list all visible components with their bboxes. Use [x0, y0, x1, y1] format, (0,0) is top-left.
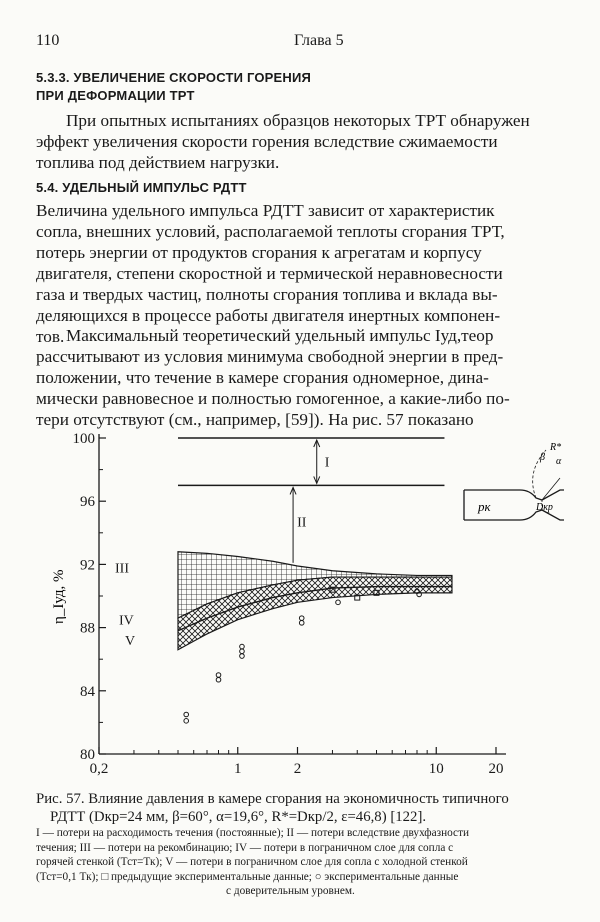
text-line: эффект увеличения скорости горения вследствие сжимаемости: [36, 132, 498, 151]
paragraph-deformation: [36, 110, 566, 173]
x-tick-label: 1: [233, 761, 242, 777]
experimental-point: [299, 621, 304, 626]
region-label: V: [125, 633, 136, 649]
y-tick-label: 96: [80, 494, 95, 511]
y-tick-label: 80: [80, 747, 95, 763]
text-line: Максимальный теоретический удельный импульс Iуд,теор: [66, 326, 494, 345]
chapter-title: Глава 5: [294, 32, 344, 49]
text-line: тери отсутствуют (см., например, [59]). На рис. 57 показано: [36, 410, 474, 429]
region-label: IV: [119, 613, 134, 629]
figure-caption: [36, 790, 568, 826]
legend-line: горячей стенкой (Тст=Тк); V — потери в пограничном слое для сопла с холодной стенкой: [36, 856, 468, 868]
running-header: [36, 32, 564, 54]
x-tick-label: 10: [428, 761, 444, 777]
region-label: II: [297, 515, 307, 531]
caption-line: РДТТ (Dкр=24 мм, β=60°, α=19,6°, R*=Dкр/2, ε=46,8) [122].: [50, 809, 427, 825]
text-line: При опытных испытаниях образцов некоторых ТРТ обнаружен: [66, 111, 530, 130]
experimental-point: [240, 644, 245, 649]
x-tick-label: 0,2: [89, 761, 109, 777]
text-line: топлива под действием нагрузки.: [36, 153, 280, 172]
legend-line: I — потери на расходимость течения (постоянные); II — потери вследствие двухфазности: [36, 827, 470, 839]
inset-alpha-label: α: [556, 456, 562, 467]
inset-radius-label: R*: [550, 442, 562, 453]
text-line: Величина удельного импульса РДТТ зависит от характеристик: [36, 201, 495, 220]
experimental-point: [216, 677, 221, 682]
experimental-point: [240, 649, 245, 654]
section-heading-54: 5.4. УДЕЛЬНЫЙ ИМПУЛЬС РДТТ: [36, 180, 247, 195]
experimental-point: [184, 712, 189, 717]
region-label: III: [115, 561, 129, 577]
text-line: мически равновесное и полностью гомогенное, а какие-либо по-: [36, 389, 510, 408]
text-line: положении, что течение в камере сгорания одномерное, дина-: [36, 368, 489, 387]
legend-line: (Тст=0,1 Тк); □ предыдущие экспериментальные данные; ○ экспериментальные данные: [36, 870, 459, 883]
figure-57-chart: [36, 424, 566, 786]
text-line: сопла, внешних условий, располагаемой теплоты сгорания ТРТ,: [36, 222, 505, 241]
y-tick-label: 84: [80, 683, 95, 700]
page-number: 110: [36, 32, 60, 49]
x-tick-label: 2: [293, 761, 302, 777]
text-line: тов.: [36, 327, 65, 346]
experimental-point: [299, 616, 304, 621]
text-line: газа и твердых частиц, полноты сгорания топлива и вклада вы-: [36, 285, 498, 304]
inset-throat-label: Dкр: [536, 502, 553, 513]
experimental-point: [184, 719, 189, 724]
y-axis-label: η_Iуд, %: [51, 569, 67, 624]
paragraph-theoretical-impulse: [36, 325, 566, 430]
experimental-point: [240, 654, 245, 659]
caption-line: Рис. 57. Влияние давления в камере сгорания на экономичность типичного: [36, 791, 509, 807]
experimental-point: [216, 673, 221, 678]
experimental-point: [336, 600, 341, 605]
legend-line: течения; III — потери на рекомбинацию; IV — потери в пограничном слое для сопла с: [36, 841, 454, 854]
section-heading-line: ПРИ ДЕФОРМАЦИИ ТРТ: [36, 88, 195, 103]
text-line: двигателя, степени скоростной и термической неравновесности: [36, 264, 503, 283]
section-heading-533: [36, 70, 311, 103]
y-tick-label: 100: [72, 431, 95, 447]
inset-beta-label: β: [540, 452, 545, 463]
region-label: I: [324, 455, 330, 471]
inset-pressure-label: pк: [478, 499, 491, 514]
section-heading-line: 5.3.3. УВЕЛИЧЕНИЕ СКОРОСТИ ГОРЕНИЯ: [36, 70, 312, 85]
nozzle-inset: [464, 442, 564, 520]
y-tick-label: 88: [80, 620, 95, 637]
text-line: деляющихся в процессе работы двигателя инертных компонен-: [36, 306, 501, 325]
chart-bands: [178, 438, 452, 650]
figure-legend: [36, 826, 568, 899]
text-line: потерь энергии от продуктов сгорания к агрегатам и корпусу: [36, 243, 482, 262]
y-tick-label: 92: [80, 557, 95, 574]
text-line: рассчитывают из условия минимума свободной энергии в пред-: [36, 347, 504, 366]
x-tick-label: 20: [488, 761, 504, 777]
legend-line: с доверительным уровнем.: [226, 885, 355, 897]
